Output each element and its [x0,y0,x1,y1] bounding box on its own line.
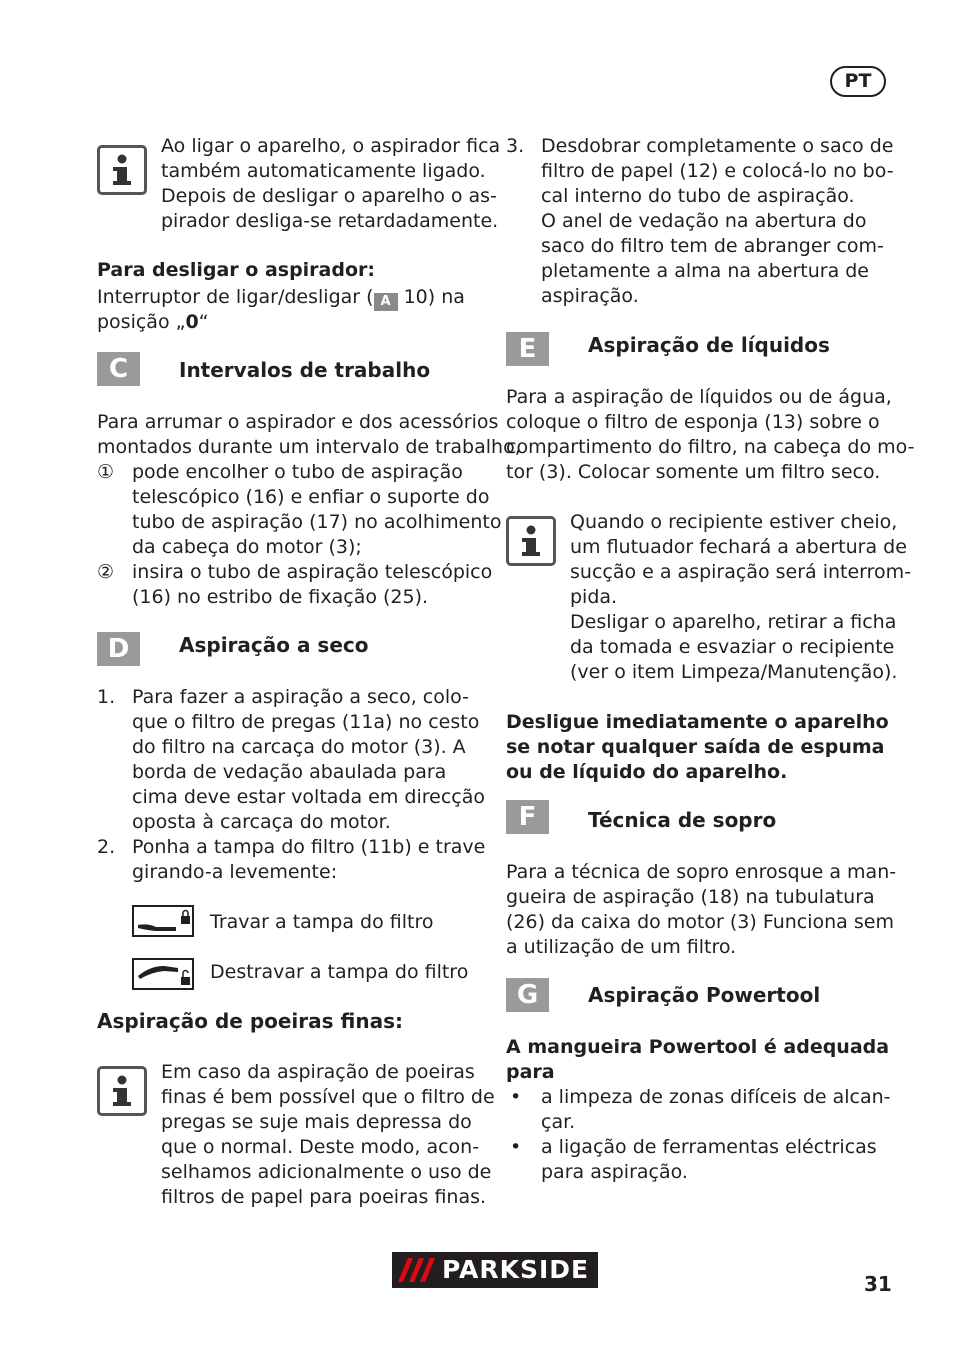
c-intro: Para arrumar o aspirador e dos acessórios montados durante um intervalo de trabalho, [97,411,521,458]
info-icon [97,145,147,195]
info-icon [97,1066,147,1116]
switch-off-heading: Para desligar o aspirador: [97,259,375,281]
unlock-icon [132,958,194,990]
note-auto-start: Ao ligar o aparelho, o aspirador fica também automaticamente ligado. Depois de desligar o aparelho o as- pirador desliga-se retardadamente. [161,135,501,232]
figure-a-badge: A [374,293,398,311]
section-title-e: Aspiração de líquidos [588,333,830,357]
section-title-g: Aspiração Powertool [588,983,821,1007]
lock-icon [132,905,194,937]
page-number: 31 [864,1272,892,1296]
section-title-d: Aspiração a seco [179,633,369,657]
info-icon [506,516,556,566]
unlock-label: Destravar a tampa do filtro [210,961,469,983]
section-badge-f: F [506,800,549,834]
fine-dust-heading: Aspiração de poeiras finas: [97,1009,403,1033]
lock-label: Travar a tampa do filtro [210,911,434,933]
g-heading: A mangueira Powertool é adequada para [506,1036,890,1083]
section-badge-g: G [506,978,549,1012]
brand-logo: PARKSIDE [392,1252,598,1288]
section-title-c: Intervalos de trabalho [179,358,431,382]
section-badge-e: E [506,332,549,366]
section-badge-d: D [97,632,140,666]
switch-off-line1: Interruptor de ligar/desligar ( A 10) na [97,286,465,309]
note-fine-dust: Em caso da aspiração de poeiras finas é bem possível que o filtro de pregas se suje mais depressa do que o normal. Deste modo, acon- selhamos adicionalmente o uso de filtros de papel para poeiras finas. [161,1061,495,1208]
e-text: Para a aspiração de líquidos ou de água, coloque o filtro de esponja (13) sobre o compartimento do filtro, na cabeça do mo- tor (3). Colocar somente um filtro seco. [506,386,915,483]
section-badge-c: C [97,352,140,386]
language-badge: PT [830,66,886,97]
f-text: Para a técnica de sopro enrosque a man- gueira de aspiração (18) na tubulatura (26) da caixa do motor (3) Funciona sem a utilização de um filtro. [506,861,897,958]
switch-off-line2: posição „0“ [97,311,209,333]
foam-warning: Desligue imediatamente o aparelho se notar qualquer saída de espuma ou de líquido do aparelho. [506,711,889,783]
section-title-f: Técnica de sopro [588,808,777,832]
note-float: Quando o recipiente estiver cheio, um flutuador fechará a abertura de sucção e a aspiração será interrom- pida. Desligar o aparelho, retirar a ficha da tomada e esvaziar o recipiente (ver o item Limpeza/Manutenção). [570,511,912,683]
